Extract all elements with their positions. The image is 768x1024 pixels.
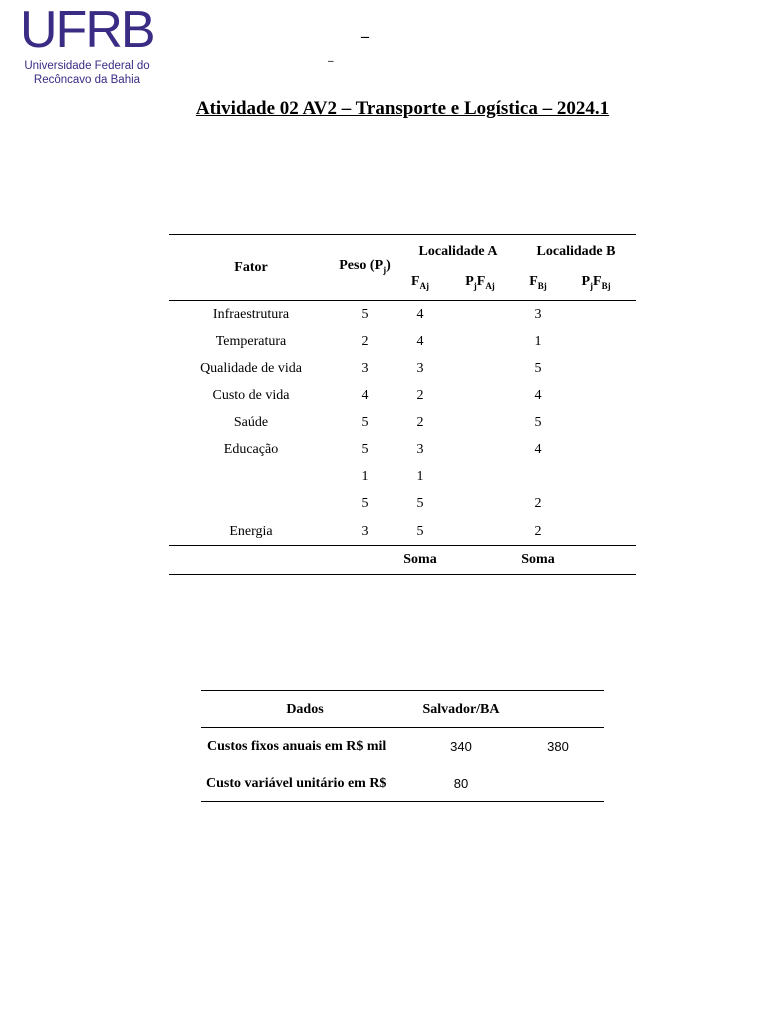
row-fb: 1 bbox=[534, 334, 542, 349]
row-label: Custos fixos anuais em R$ mil bbox=[207, 739, 387, 754]
row-peso: 5 bbox=[361, 496, 369, 511]
row-fb: 4 bbox=[534, 388, 542, 403]
header-peso: Peso $(P_j)$ bbox=[339, 258, 391, 275]
header-fb: $F_{Bj}$ bbox=[529, 274, 547, 291]
row-label: Custo variável unitário em R$ bbox=[206, 776, 387, 791]
header-pfb: $P_jF_{Bj}$ bbox=[581, 274, 611, 291]
row-peso: 5 bbox=[361, 442, 369, 457]
row-fb: 5 bbox=[534, 361, 542, 376]
logo-subtitle-line2: Recôncavo da Bahia bbox=[33, 74, 141, 86]
row-fa: 3 bbox=[416, 442, 424, 457]
logo-subtitle-line1: Universidade Federal do bbox=[24, 60, 150, 72]
row-fa: 1 bbox=[416, 469, 424, 484]
header-mark: – bbox=[361, 28, 369, 45]
row-value-1: 340 bbox=[450, 739, 472, 754]
row-fb: 4 bbox=[534, 442, 542, 457]
cost-data-table bbox=[201, 690, 604, 802]
header-pfa: $P_jF_{Aj}$ bbox=[465, 274, 495, 291]
row-fa: 2 bbox=[416, 415, 424, 430]
page-title: Atividade 02 AV2 – Transporte e Logística – 2024.1 bbox=[195, 98, 610, 119]
table-rule bbox=[201, 801, 604, 802]
row-fator: Custo de vida bbox=[212, 388, 290, 403]
row-fator: Qualidade de vida bbox=[200, 361, 302, 376]
row-fator: Energia bbox=[229, 524, 273, 539]
header-fa: $F_{Aj}$ bbox=[410, 274, 430, 291]
row-peso: 1 bbox=[361, 469, 369, 484]
row-peso: 3 bbox=[361, 361, 369, 376]
row-fb: 5 bbox=[534, 415, 542, 430]
row-fa: 4 bbox=[416, 307, 424, 322]
header-salvador: Salvador/BA bbox=[422, 702, 500, 717]
row-fb: 3 bbox=[534, 307, 542, 322]
row-fa: 4 bbox=[416, 334, 424, 349]
table-rule bbox=[169, 300, 636, 301]
row-peso: 2 bbox=[361, 334, 369, 349]
table-rule bbox=[169, 574, 636, 575]
table-rule bbox=[201, 690, 604, 691]
row-fb: 2 bbox=[534, 524, 542, 539]
row-peso: 5 bbox=[361, 415, 369, 430]
table-rule bbox=[169, 234, 636, 235]
row-fa: 3 bbox=[416, 361, 424, 376]
row-fator: Educação bbox=[223, 442, 279, 457]
row-fator: Temperatura bbox=[215, 334, 287, 349]
header-fator: Fator bbox=[234, 260, 268, 275]
logo-wordmark: UFRB bbox=[20, 1, 154, 59]
row-value-1: 80 bbox=[453, 776, 469, 791]
header-mark: – bbox=[328, 55, 334, 67]
table-rule bbox=[169, 545, 636, 546]
row-fator: Infraestrutura bbox=[212, 307, 290, 322]
row-fa: 5 bbox=[416, 496, 424, 511]
row-peso: 5 bbox=[361, 307, 369, 322]
row-value-2: 380 bbox=[547, 739, 569, 754]
header-dados: Dados bbox=[286, 702, 324, 717]
header-localidade-a: Localidade A bbox=[418, 244, 498, 259]
row-peso: 4 bbox=[361, 388, 369, 403]
soma-localidade-b: Soma bbox=[521, 552, 555, 567]
row-fb: 2 bbox=[534, 496, 542, 511]
soma-localidade-a: Soma bbox=[403, 552, 437, 567]
row-peso: 3 bbox=[361, 524, 369, 539]
table-rule bbox=[201, 727, 604, 728]
row-fator: Saúde bbox=[233, 415, 269, 430]
ufrb-logo bbox=[20, 2, 160, 90]
header-localidade-b: Localidade B bbox=[536, 244, 616, 259]
row-fa: 5 bbox=[416, 524, 424, 539]
factor-rating-table bbox=[169, 234, 636, 575]
row-fa: 2 bbox=[416, 388, 424, 403]
